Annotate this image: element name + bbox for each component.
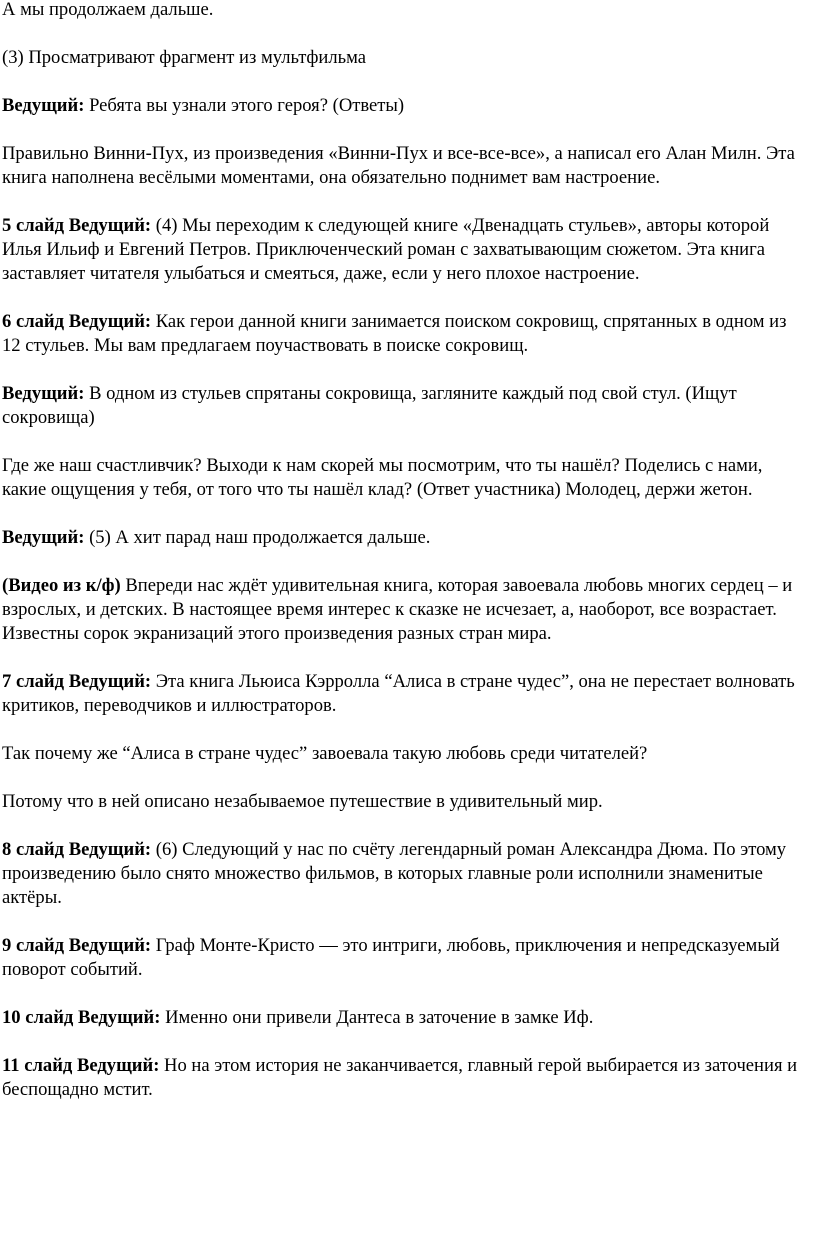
paragraph-text: (3) Просматривают фрагмент из мультфильма xyxy=(2,47,367,68)
paragraph-text: (4) Мы переходим к следующей книге «Двенадцать стульев», авторы которой Илья Ильиф и Евгений Петров. Приключенческий роман с захватывающим сюжетом. Эта книга заставляет читателя улыбаться и смеяться, даже, если у него плохое настроение. xyxy=(2,215,770,284)
paragraph-slide-6 xyxy=(2,310,808,358)
paragraph-slide-9 xyxy=(2,934,808,982)
paragraph-text: Ребята вы узнали этого героя? (Ответы) xyxy=(84,95,405,116)
speaker-label: 11 слайд Ведущий: xyxy=(2,1055,160,1076)
paragraph-treasure-hunt xyxy=(2,382,808,430)
speaker-label: 10 слайд Ведущий: xyxy=(2,1007,161,1028)
paragraph-alice-answer xyxy=(2,790,808,814)
speaker-label: Ведущий: xyxy=(2,95,85,116)
paragraph-winnie-pooh xyxy=(2,142,808,190)
speaker-label: 7 слайд Ведущий: xyxy=(2,671,152,692)
paragraph-text: Но на этом история не заканчивается, главный герой выбирается из заточения и беспощадно мстит. xyxy=(2,1055,798,1100)
speaker-label: 8 слайд Ведущий: xyxy=(2,839,152,860)
paragraph-slide-11 xyxy=(2,1054,808,1102)
paragraph-alice-question xyxy=(2,742,808,766)
speaker-label: 6 слайд Ведущий: xyxy=(2,311,152,332)
paragraph-cartoon-fragment xyxy=(2,46,808,70)
paragraph-text: Как герои данной книги занимается поиском сокровищ, спрятанных в одном из 12 стульев. Мы вам предлагаем поучаствовать в поиске сокровищ. xyxy=(2,311,787,356)
paragraph-slide-7 xyxy=(2,670,808,718)
paragraph-host-question xyxy=(2,94,808,118)
paragraph-text: Эта книга Льюиса Кэрролла “Алиса в стране чудес”, она не перестает волновать критиков, переводчиков и иллюстраторов. xyxy=(2,671,795,716)
paragraph-text: Впереди нас ждёт удивительная книга, которая завоевала любовь многих сердец – и взрослых, и детских. В настоящее время интерес к сказке не исчезает, а, наоборот, все возрастает. Известны сорок экранизаций этого произведения разных стран мира. xyxy=(2,575,793,644)
speaker-label: (Видео из к/ф) xyxy=(2,575,121,596)
paragraph-text: (6) Следующий у нас по счёту легендарный роман Александра Дюма. По этому произведению было снято множество фильмов, в которых главные роли исполнили знаменитые актёры. xyxy=(2,839,787,908)
paragraph-text: Граф Монте-Кристо — это интриги, любовь, приключения и непредсказуемый поворот событий. xyxy=(2,935,780,980)
paragraph-text: (5) А хит парад наш продолжается дальше. xyxy=(84,527,431,548)
speaker-label: Ведущий: xyxy=(2,527,85,548)
paragraph-text: Потому что в ней описано незабываемое путешествие в удивительный мир. xyxy=(2,791,603,812)
paragraph-text: А мы продолжаем дальше. xyxy=(2,0,214,20)
paragraph-text: В одном из стульев спрятаны сокровища, загляните каждый под свой стул. (Ищут сокровища) xyxy=(2,383,737,428)
paragraph-video xyxy=(2,574,808,646)
paragraph-lucky-winner xyxy=(2,454,808,502)
paragraph-slide-5 xyxy=(2,214,808,286)
paragraph-text: Именно они привели Дантеса в заточение в замке Иф. xyxy=(160,1007,594,1028)
speaker-label: 9 слайд Ведущий: xyxy=(2,935,152,956)
speaker-label: Ведущий: xyxy=(2,383,85,404)
paragraph-slide-10 xyxy=(2,1006,808,1030)
paragraph-intro xyxy=(2,0,808,22)
speaker-label: 5 слайд Ведущий: xyxy=(2,215,152,236)
paragraph-text: Так почему же “Алиса в стране чудес” завоевала такую любовь среди читателей? xyxy=(2,743,648,764)
paragraph-text: Где же наш счастливчик? Выходи к нам скорей мы посмотрим, что ты нашёл? Поделись с нами, какие ощущения у тебя, от того что ты нашёл клад? (Ответ участника) Молодец, держи жетон. xyxy=(2,455,763,500)
paragraph-hit-parade xyxy=(2,526,808,550)
paragraph-slide-8 xyxy=(2,838,808,910)
paragraph-text: Правильно Винни-Пух, из произведения «Винни-Пух и все-все-все», а написал его Алан Милн. Эта книга наполнена весёлыми моментами, она обязательно поднимет вам настроение. xyxy=(2,143,795,188)
